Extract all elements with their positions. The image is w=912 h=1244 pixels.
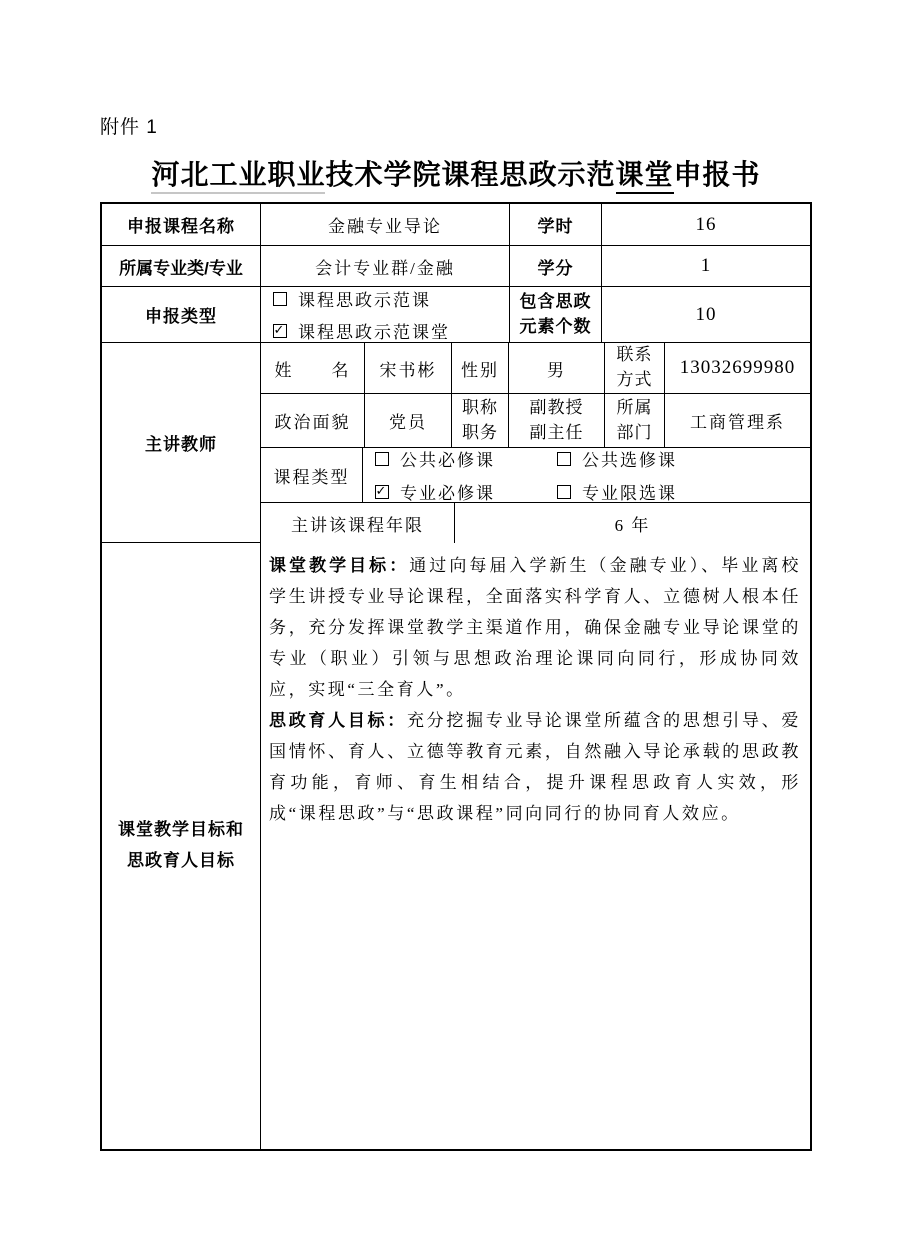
teacher-header: 主讲教师	[102, 343, 261, 543]
teacher-row-name	[261, 343, 810, 394]
element-count-label-line1: 包含思政	[519, 291, 592, 311]
hours-label: 学时	[510, 204, 602, 246]
checkbox-checked-icon[interactable]	[273, 324, 287, 338]
department-label-line2: 部门	[616, 422, 653, 442]
apply-type-options	[261, 287, 510, 343]
attachment-label: 附件 1	[100, 117, 158, 138]
title-position-value	[509, 394, 605, 448]
title-position-label-line1: 职称	[462, 397, 498, 417]
element-count-label-line2: 元素个数	[519, 316, 592, 336]
politics-value: 党员	[365, 394, 452, 448]
checkbox-icon[interactable]	[375, 452, 389, 466]
option-major-required[interactable]	[375, 479, 557, 503]
teacher-row-years	[261, 503, 810, 543]
years-label: 主讲该课程年限	[261, 503, 455, 543]
objectives-header	[102, 543, 261, 1149]
title-position-value-line1: 副教授	[529, 397, 584, 417]
title-part-gray-underline: 河北工业职业	[151, 160, 325, 194]
teacher-subtable	[261, 343, 810, 543]
department-label	[605, 394, 665, 448]
option-demo-course[interactable]	[273, 287, 431, 311]
contact-label	[605, 343, 665, 394]
course-name-label: 申报课程名称	[102, 204, 261, 246]
option-label: 课程思政示范课	[298, 291, 431, 310]
title-part-black-underline: 课堂	[616, 160, 674, 194]
department-value: 工商管理系	[665, 394, 810, 448]
option-label: 专业限选课	[582, 484, 677, 503]
credits-label: 学分	[510, 246, 602, 287]
application-form-table	[100, 202, 812, 1151]
row-course-name	[102, 204, 810, 246]
teaching-objective-label: 课堂教学目标：	[269, 556, 410, 575]
document-title	[0, 153, 912, 193]
option-demo-classroom[interactable]	[273, 318, 450, 343]
objectives-block	[102, 543, 810, 1149]
title-part-middle: 技术学院课程思政示范	[325, 160, 616, 191]
title-position-value-line2: 副主任	[529, 422, 584, 442]
hours-value: 16	[602, 204, 810, 246]
politics-label: 政治面貌	[261, 394, 365, 448]
contact-label-line2: 方式	[616, 370, 653, 389]
ideology-objective-label: 思政育人目标：	[269, 711, 407, 730]
name-label: 姓 名	[261, 343, 365, 394]
gender-value: 男	[509, 343, 605, 394]
ideology-objective-text: 充分挖掘专业导论课堂所蕴含的思想引导、爱国情怀、育人、立德等教育元素，自然融入导论承载的思政教育功能，育师、育生相结合，提升课程思政育人实效，形成“课程思政”与“思政课程”同向同行的协同育人效应。	[269, 711, 801, 823]
major-label: 所属专业类/专业	[102, 246, 261, 287]
contact-value: 13032699980	[665, 343, 810, 394]
checkbox-icon[interactable]	[273, 292, 287, 306]
option-label: 课程思政示范课堂	[298, 323, 450, 342]
row-apply-type	[102, 287, 810, 343]
teacher-block	[102, 343, 810, 543]
course-type-options	[363, 448, 810, 503]
row-major	[102, 246, 810, 287]
element-count-label	[510, 287, 602, 343]
checkbox-checked-icon[interactable]	[375, 485, 389, 499]
option-major-limited[interactable]	[557, 479, 677, 503]
option-public-required[interactable]	[375, 448, 557, 471]
element-count-value: 10	[602, 287, 810, 343]
objectives-text	[261, 543, 810, 829]
name-value: 宋书彬	[365, 343, 452, 394]
objectives-header-line2: 思政育人目标	[127, 851, 235, 870]
course-type-label: 课程类型	[261, 448, 363, 503]
department-label-line1: 所属	[616, 397, 653, 417]
objectives-header-line1: 课堂教学目标和	[118, 820, 244, 840]
teacher-row-course-type	[261, 448, 810, 503]
title-part-end: 申报书	[673, 160, 761, 191]
teaching-objective-text: 通过向每届入学新生（金融专业）、毕业离校学生讲授专业导论课程，全面落实科学育人、立德树人根本任务，充分发挥课堂教学主渠道作用，确保金融专业导论课堂的专业（职业）引领与思想政治理论课同向同行，形成协同效应，实现“三全育人”。	[269, 556, 802, 699]
option-label: 专业必修课	[400, 484, 495, 503]
teacher-row-politics	[261, 394, 810, 448]
title-position-label	[452, 394, 509, 448]
gender-label: 性别	[452, 343, 509, 394]
option-public-elective[interactable]	[557, 448, 677, 471]
course-name-value: 金融专业导论	[261, 204, 510, 246]
option-label: 公共选修课	[582, 451, 677, 470]
apply-type-label: 申报类型	[102, 287, 261, 343]
checkbox-icon[interactable]	[557, 485, 571, 499]
contact-label-line1: 联系	[616, 345, 653, 365]
major-value: 会计专业群/金融	[261, 246, 510, 287]
objectives-content	[261, 543, 810, 1149]
years-value: 6 年	[614, 515, 651, 535]
credits-value: 1	[602, 246, 810, 287]
option-label: 公共必修课	[400, 451, 495, 470]
title-position-label-line2: 职务	[462, 422, 498, 442]
checkbox-icon[interactable]	[557, 452, 571, 466]
